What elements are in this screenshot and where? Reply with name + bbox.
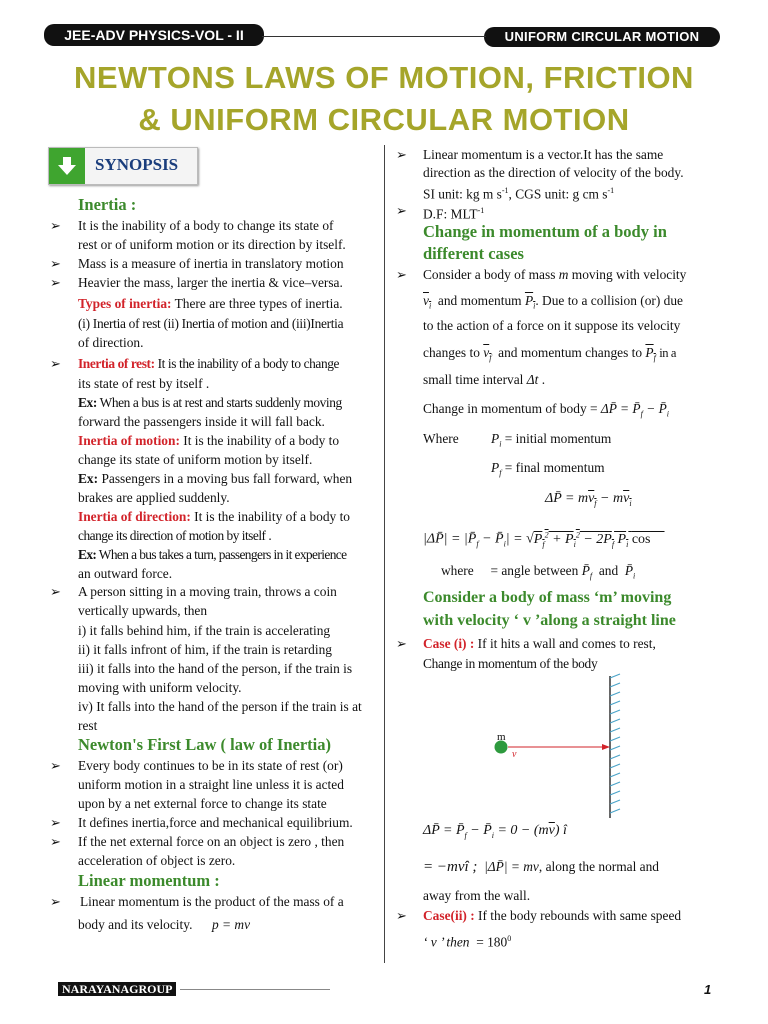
ex-text: When a bus takes a turn, passengers in it experience [96, 547, 347, 562]
text-span: and momentum changes to [498, 345, 643, 360]
footer-rule [180, 989, 330, 990]
page-number: 1 [704, 982, 712, 997]
text-span: Consider a body of mass [423, 267, 556, 282]
text-line: an outward force. [78, 566, 173, 581]
bullet-arrow-icon: ➢ [50, 758, 61, 773]
case-1-result [423, 858, 659, 876]
newton-first-law-heading: Newton's First Law ( law of Inertia) [78, 735, 331, 754]
bullet-arrow-icon: ➢ [50, 834, 61, 849]
bullet-arrow-icon: ➢ [396, 267, 407, 282]
where-angle-line [441, 562, 635, 586]
text-span: = final momentum [504, 460, 605, 475]
final-velocity-symbol: $v_f$ [483, 345, 492, 363]
df-text: D.F: MLT [423, 206, 478, 222]
change-momentum-heading-1: Change in momentum of a body in [423, 222, 667, 241]
text-line: iii) it falls into the hand of the person, if the train is [78, 661, 353, 676]
text-span: where [441, 563, 474, 578]
book-volume-pill: JEE-ADV PHYSICS-VOL - II [44, 24, 264, 46]
consider-heading-1: Consider a body of mass ‘m’ moving [423, 589, 672, 606]
pi-symbol: $P_i$ [491, 431, 502, 449]
text-line: Every body continues to be in its state of rest (or) [78, 758, 343, 773]
text-span: moving with velocity [568, 267, 687, 282]
magnitude-symbol: |ΔP̄| [484, 859, 508, 874]
dimension-formula [423, 202, 484, 223]
text-line: to the action of a force on it suppose its velocity [423, 318, 681, 333]
bullet-arrow-icon: ➢ [396, 636, 407, 651]
case-2-line [423, 907, 681, 925]
text-line: (i) Inertia of rest (ii) Inertia of motion and (iii)Inertia [78, 316, 344, 331]
text-line: its state of rest by itself . [78, 376, 210, 391]
text-span: and [598, 563, 619, 578]
text-line: Mass is a measure of inertia in translatory motion [78, 256, 344, 271]
text-span: = 180 [476, 934, 508, 950]
momentum-formula: p = mv [212, 917, 251, 932]
text-line: rest or of uniform motion or its direction by itself. [78, 237, 346, 252]
text-line: Linear momentum is the product of the mass of a [80, 894, 344, 909]
text-line: A person sitting in a moving train, throws a coin [78, 584, 337, 599]
text-line: direction as the direction of velocity of the body. [423, 165, 684, 180]
inertia-heading: Inertia : [78, 195, 137, 214]
text-line: It defines inertia,force and mechanical equilibrium. [78, 815, 353, 830]
bullet-arrow-icon: ➢ [396, 203, 407, 218]
text-line: iv) It falls into the hand of the person if the train is at [78, 699, 362, 714]
text-line: away from the wall. [423, 888, 531, 903]
text-span: . Due to a collision (or) due [535, 293, 683, 308]
text-line: i) it falls behind him, if the train is accelerating [78, 623, 331, 638]
superscript: -1 [477, 206, 485, 215]
magnitude-equation: |ΔP̄| = $|P̄_f$ − $P̄_i| = √P_f^2 + P_i^2 - 2P_f$ $P_i$ cos [423, 530, 651, 549]
wall-collision-diagram [480, 672, 630, 822]
text-line: body and its velocity. [78, 917, 193, 932]
text-line: uniform motion in a straight line unless it is acted [78, 777, 344, 792]
delta-p-equation: ΔP̄ = $mv_f - mv_i$ [545, 491, 632, 508]
bullet-arrow-icon: ➢ [50, 894, 61, 909]
ex-label: Ex: [78, 395, 97, 410]
rest-example [78, 394, 342, 412]
text-span: If it hits a wall and comes to rest, [474, 636, 656, 651]
page-title-line1: NEWTONS LAWS OF MOTION, FRICTION [74, 60, 694, 95]
text-line: rest [78, 718, 98, 733]
text-span: in a [659, 346, 676, 360]
text-span: ‘ v ’ then [423, 934, 470, 950]
case-1-line [423, 635, 656, 653]
final-momentum-symbol: $P_f$ [645, 345, 656, 363]
text-line [423, 344, 676, 368]
case-2-line-2: ‘ v ’ then = $180^0$ [423, 934, 512, 950]
text-span: and momentum [437, 293, 522, 308]
text-line: Linear momentum is a vector.It has the same [423, 147, 664, 162]
ex-label: Ex: [78, 547, 97, 562]
text-line: acceleration of object is zero. [78, 853, 236, 868]
inertia-of-motion [78, 432, 339, 450]
bullet-arrow-icon: ➢ [396, 147, 407, 162]
bullet-arrow-icon: ➢ [50, 815, 61, 830]
ex-text: Passengers in a moving bus fall forward, when [98, 471, 353, 486]
text-span: , along the normal and [538, 859, 659, 874]
text-span: = initial momentum [504, 431, 612, 446]
change-momentum-heading-2: different cases [423, 244, 524, 263]
types-of-inertia [78, 295, 343, 313]
header-rule [262, 36, 486, 37]
chapter-pill: UNIFORM CIRCULAR MOTION [484, 27, 720, 47]
motion-text: It is the inability of a body to [179, 433, 340, 448]
synopsis-badge [48, 147, 198, 185]
equation-math: = mv [510, 859, 539, 874]
superscript: -1 [501, 186, 509, 195]
mass-symbol: m [558, 267, 569, 282]
initial-momentum-symbol: $P_i$ [524, 293, 536, 311]
diagram-mass-label: m [497, 731, 506, 743]
pi-symbol: $P̄_i$ [624, 563, 636, 581]
text-line: ii) it falls infront of him, if the train is retarding [78, 642, 332, 657]
bullet-arrow-icon: ➢ [50, 275, 61, 290]
ex-label: Ex: [78, 471, 99, 486]
cgs-unit: , CGS unit: g cm s [508, 186, 608, 202]
direction-text: It is the inability of a body to [190, 509, 350, 524]
text-line: Heavier the mass, larger the inertia & vice–versa. [78, 275, 343, 290]
column-divider [384, 145, 385, 963]
rest-text: It is the inability of a body to change [154, 356, 340, 371]
case-1-equation: ΔP̄ = $P̄_f$ − $P̄_i = 0 - (m\overline{v})$ î [423, 823, 567, 840]
text-span: changes to [423, 345, 480, 360]
bullet-arrow-icon: ➢ [50, 356, 61, 371]
text-line: vertically upwards, then [78, 603, 208, 618]
bullet-arrow-icon: ➢ [50, 256, 61, 271]
download-arrow-icon [49, 148, 85, 184]
text-line: moving with uniform velocity. [78, 680, 242, 695]
bullet-arrow-icon: ➢ [396, 908, 407, 923]
case-1-label: Case (i) : [423, 636, 475, 651]
footer-brand: NARAYANAGROUP [58, 982, 176, 996]
text-line: change its state of uniform motion by itself. [78, 452, 313, 467]
inertia-of-rest [78, 355, 339, 373]
text-span: Change in momentum of body = [423, 401, 598, 416]
text-span: If the body rebounds with same speed [474, 908, 682, 923]
text-line: brakes are applied suddenly. [78, 490, 230, 505]
direction-label: Inertia of direction: [78, 509, 191, 524]
where-label: Where [423, 431, 459, 446]
text-line: change its direction of motion by itself . [78, 528, 272, 543]
bullet-arrow-icon: ➢ [50, 584, 61, 599]
rest-label: Inertia of rest: [78, 356, 155, 371]
motion-label: Inertia of motion: [78, 433, 180, 448]
types-text: There are three types of inertia. [171, 296, 343, 311]
consider-heading-2: with velocity ‘ v ’along a straight line [423, 612, 676, 629]
units-line [423, 182, 614, 203]
text-line: forward the passengers inside it will fall back. [78, 414, 325, 429]
equation-math: = −mvî ; [423, 859, 478, 875]
pf-symbol: $P_f$ [491, 460, 502, 478]
pf-symbol: $P̄_f$ [581, 563, 593, 581]
text-span: small time interval [423, 372, 524, 387]
text-line: It is the inability of a body to change its state of [78, 218, 334, 233]
motion-example [78, 470, 352, 488]
inertia-of-direction [78, 508, 350, 526]
text-line: upon by a net external force to change its state [78, 796, 327, 811]
text-line: small time interval Δt . [423, 372, 546, 387]
case-2-label: Case(ii) : [423, 908, 475, 923]
equation-math: ΔP̄ = $P̄_f$ − $P̄_i$ [600, 401, 670, 419]
text-line [423, 292, 683, 316]
superscript: -1 [607, 186, 615, 195]
synopsis-label: SYNOPSIS [95, 155, 179, 174]
delta-t-symbol: Δt [526, 372, 539, 387]
diagram-velocity-label: v [512, 749, 517, 760]
bullet-arrow-icon: ➢ [50, 218, 61, 233]
text-line: of direction. [78, 335, 144, 350]
text-span: = angle between [490, 563, 579, 578]
final-momentum-def [491, 459, 605, 483]
text-line [423, 266, 686, 284]
direction-example [78, 546, 346, 564]
text-line: Change in momentum of the body [423, 656, 598, 671]
linear-momentum-heading: Linear momentum : [78, 871, 220, 890]
change-momentum-equation [423, 400, 669, 424]
ex-text: When a bus is at rest and starts suddenly moving [96, 395, 342, 410]
initial-momentum-def [491, 430, 611, 454]
si-unit: SI unit: kg m s [423, 186, 502, 202]
page-title-line2: & UNIFORM CIRCULAR MOTION [138, 102, 630, 137]
text-line: If the net external force on an object is zero , then [78, 834, 345, 849]
initial-velocity-symbol: $v_i$ [423, 293, 432, 311]
types-label: Types of inertia: [78, 296, 172, 311]
